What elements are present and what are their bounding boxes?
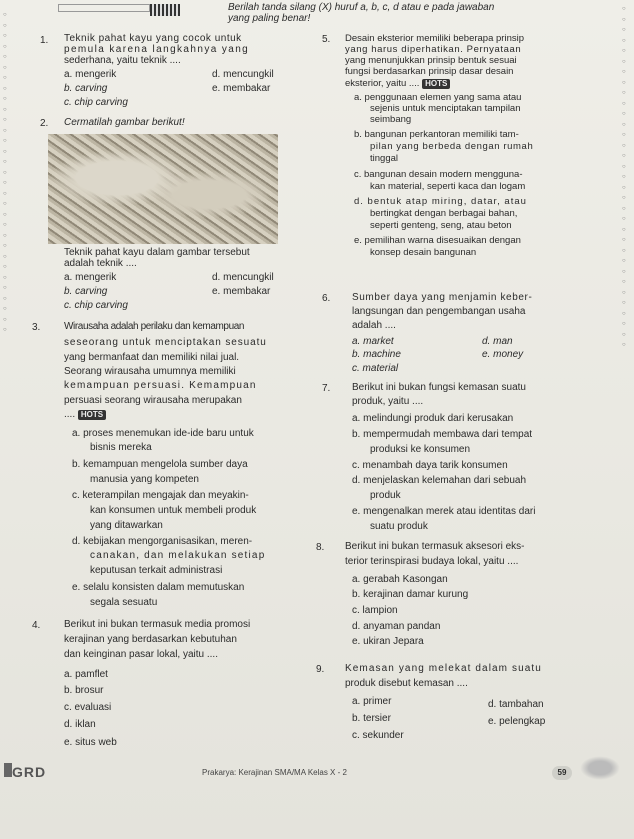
option-b-cont: manusia yang kompeten — [90, 474, 199, 485]
wood-carving-photo — [48, 134, 278, 244]
grd-logo-icon — [4, 763, 12, 777]
option-b[interactable]: b. mempermudah membawa dari tempat — [352, 429, 533, 440]
option-a[interactable]: a. mengerik — [64, 272, 117, 283]
option-b[interactable]: b. carving — [64, 286, 108, 297]
option-d[interactable]: d. anyaman pandan — [352, 621, 441, 632]
question-number: 3. — [32, 322, 41, 333]
option-a[interactable]: a. gerabah Kasongan — [352, 574, 448, 585]
option-a-cont: sejenis untuk menciptakan tampilan — [370, 103, 521, 114]
option-b-cont: pilan yang berbeda dengan rumah — [370, 141, 534, 152]
option-d-cont: canakan, dan melakukan setiap — [90, 550, 266, 561]
option-c[interactable]: c. lampion — [352, 605, 398, 616]
option-a[interactable]: a. melindungi produk dari kerusakan — [352, 413, 514, 424]
question-text: kemampuan persuasi. Kemampuan — [64, 380, 257, 391]
option-c-cont: yang ditawarkan — [90, 520, 163, 531]
question-text: seseorang untuk menciptakan sesuatu — [64, 337, 267, 348]
question-number: 2. — [40, 118, 49, 129]
question-text: sederhana, yaitu teknik .... — [64, 55, 181, 66]
question-number: 5. — [322, 34, 331, 45]
option-e[interactable]: e. selalu konsisten dalam memutuskan — [72, 582, 245, 593]
option-c[interactable]: c. evaluasi — [64, 702, 112, 713]
option-d[interactable]: d. mencungkil — [212, 272, 274, 283]
question-text: yang bermanfaat dan memiliki nilai jual. — [64, 352, 240, 363]
question-number: 6. — [322, 293, 331, 304]
question-text: pemula karena langkahnya yang — [64, 44, 250, 55]
question-number: 8. — [316, 542, 325, 553]
instruction-title: Berilah tanda silang (X) huruf a, b, c, d atau e pada jawaban — [228, 2, 495, 13]
question-text: yang harus diperhatikan. Pernyataan — [345, 44, 522, 55]
question-text: terior terinspirasi budaya lokal, yaitu .... — [345, 556, 519, 567]
option-d[interactable]: d. mencungkil — [212, 69, 274, 80]
hots-badge: HOTS — [422, 79, 450, 89]
option-b[interactable]: b. brosur — [64, 685, 104, 696]
binding-holes-left: ○ ○ ○ ○ ○ ○ ○ ○ ○ ○ ○ ○ ○ ○ ○ ○ ○ ○ ○ ○ ○ ○ ○ ○ ○ ○ ○ ○ ○ ○ ○ — [3, 12, 7, 333]
question-text: Teknik pahat kayu yang cocok untuk — [64, 33, 242, 44]
question-text: adalah .... — [352, 320, 396, 331]
option-e[interactable]: e. money — [482, 349, 524, 360]
option-a[interactable]: a. market — [352, 336, 394, 347]
hots-badge: HOTS — [78, 410, 106, 420]
question-text: Sumber daya yang menjamin keber- — [352, 292, 533, 303]
option-b-cont: produksi ke konsumen — [370, 444, 471, 455]
instruction-subtitle: yang paling benar! — [228, 13, 311, 24]
question-text: Berikut ini bukan termasuk aksesori eks- — [345, 541, 525, 552]
question-text: Wirausaha adalah perilaku dan kemampuan — [64, 321, 245, 332]
option-b[interactable]: b. machine — [352, 349, 401, 360]
page-corner-decoration — [580, 756, 620, 780]
question-text: persuasi seorang wirausaha merupakan — [64, 395, 242, 406]
option-a[interactable]: a. primer — [352, 696, 392, 707]
question-number: 7. — [322, 383, 331, 394]
option-b[interactable]: b. tersier — [352, 713, 391, 724]
question-text: Teknik pahat kayu dalam gambar tersebut — [64, 247, 250, 258]
option-c-cont: kan material, seperti kaca dan logam — [370, 181, 526, 192]
header-decoration — [58, 4, 150, 12]
option-d[interactable]: d. bentuk atap miring, datar, atau — [354, 196, 527, 207]
option-d[interactable]: d. iklan — [64, 719, 96, 730]
option-c[interactable]: c. chip carving — [64, 97, 128, 108]
book-title: Prakarya: Kerajinan SMA/MA Kelas X - 2 — [202, 768, 347, 777]
question-text: produk, yaitu .... — [352, 396, 424, 407]
option-a[interactable]: a. penggunaan elemen yang sama atau — [354, 92, 522, 103]
ellipsis-text: .... — [64, 409, 76, 420]
option-a[interactable]: a. pamflet — [64, 669, 108, 680]
option-d[interactable]: d. tambahan — [488, 699, 544, 710]
option-b[interactable]: b. kemampuan mengelola sumber daya — [72, 459, 248, 470]
option-c-cont: kan konsumen untuk membeli produk — [90, 505, 257, 516]
question-text: produk disebut kemasan .... — [345, 678, 468, 689]
question-text: fungsi berdasarkan prinsip dasar desain — [345, 66, 514, 77]
option-e-cont: segala sesuatu — [90, 597, 158, 608]
option-c[interactable]: c. chip carving — [64, 300, 128, 311]
question-text: Desain eksterior memiliki beberapa prinsip — [345, 33, 524, 44]
option-e[interactable]: e. membakar — [212, 83, 271, 94]
question-text: eksterior, yaitu .... — [345, 78, 420, 89]
option-e[interactable]: e. ukiran Jepara — [352, 636, 424, 647]
question-text: Berikut ini bukan fungsi kemasan suatu — [352, 382, 526, 393]
option-e[interactable]: e. pemilihan warna disesuaikan dengan — [354, 235, 521, 246]
question-text: kerajinan yang berdasarkan kebutuhan — [64, 634, 237, 645]
option-d[interactable]: d. man — [482, 336, 513, 347]
option-c[interactable]: c. keterampilan mengajak dan meyakin- — [72, 490, 249, 501]
question-text: Kemasan yang melekat dalam suatu — [345, 663, 542, 674]
option-a-cont: seimbang — [370, 114, 412, 125]
option-a-cont: bisnis mereka — [90, 442, 152, 453]
option-d[interactable]: d. menjelaskan kelemahan dari sebuah — [352, 475, 526, 486]
option-e[interactable]: e. membakar — [212, 286, 271, 297]
option-e-cont: konsep desain bangunan — [370, 247, 477, 258]
question-number: 1. — [40, 35, 49, 46]
hots-marker — [64, 410, 106, 421]
question-number: 9. — [316, 664, 325, 675]
option-c[interactable]: c. bangunan desain modern mengguna- — [354, 169, 523, 180]
option-d-cont: keputusan terkait administrasi — [90, 565, 223, 576]
option-b[interactable]: b. carving — [64, 83, 108, 94]
question-number: 4. — [32, 620, 41, 631]
option-c[interactable]: c. sekunder — [352, 730, 404, 741]
option-d-cont: bertingkat dengan berbagai bahan, — [370, 208, 518, 219]
option-c[interactable]: c. menambah daya tarik konsumen — [352, 460, 508, 471]
option-a[interactable]: a. proses menemukan ide-ide baru untuk — [72, 428, 254, 439]
question-text: Cermatilah gambar berikut! — [64, 117, 185, 128]
question-text: dan keinginan pasar lokal, yaitu .... — [64, 649, 218, 660]
publisher-logo: GRD — [12, 764, 47, 780]
question-text-with-badge — [345, 79, 450, 90]
question-text: Seorang wirausaha umumnya memiliki — [64, 366, 236, 377]
option-e[interactable]: e. mengenalkan merek atau identitas dari — [352, 506, 536, 517]
question-text: langsungan dan pengembangan usaha — [352, 306, 526, 317]
question-text: yang menunjukkan prinsip bentuk sesuai — [345, 55, 517, 66]
option-d-cont: produk — [370, 490, 401, 501]
question-text: adalah teknik .... — [64, 258, 137, 269]
qr-code-icon — [150, 4, 180, 16]
option-a[interactable]: a. mengerik — [64, 69, 117, 80]
option-d[interactable]: d. kebijakan mengorganisasikan, meren- — [72, 536, 253, 547]
option-e-cont: suatu produk — [370, 521, 428, 532]
option-d-cont: seperti genteng, seng, atau beton — [370, 220, 512, 231]
page-number: 59 — [552, 766, 572, 780]
option-c[interactable]: c. material — [352, 363, 399, 374]
option-b[interactable]: b. kerajinan damar kurung — [352, 589, 469, 600]
binding-holes-right: ○ ○ ○ ○ ○ ○ ○ ○ ○ ○ ○ ○ ○ ○ ○ ○ ○ ○ ○ ○ ○ ○ ○ ○ ○ ○ ○ ○ ○ ○ ○ ○ ○ — [622, 6, 626, 348]
option-e[interactable]: e. situs web — [64, 737, 117, 748]
option-b[interactable]: b. bangunan perkantoran memiliki tam- — [354, 129, 519, 140]
question-text: Berikut ini bukan termasuk media promosi — [64, 619, 251, 630]
option-e[interactable]: e. pelengkap — [488, 716, 546, 727]
option-b-cont: tinggal — [370, 153, 398, 164]
